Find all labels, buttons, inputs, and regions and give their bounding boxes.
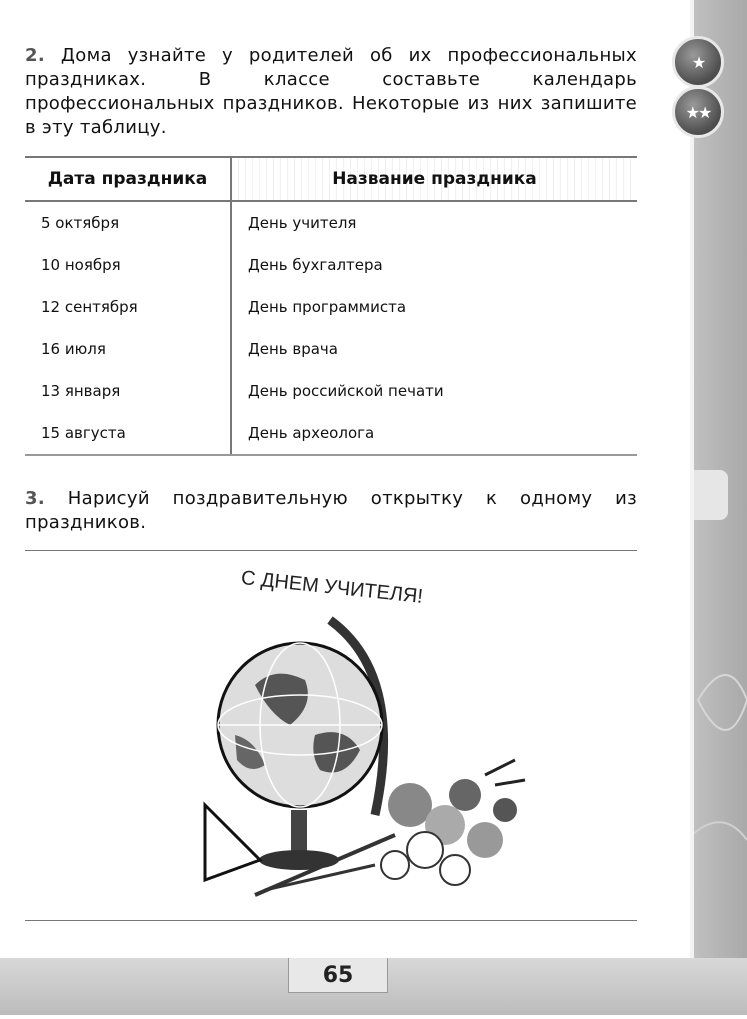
difficulty-badge-one-star [672,36,724,88]
holiday-name: День врача [248,340,338,358]
globe-icon [218,643,382,807]
page-number: 65 [288,958,388,993]
holiday-date: 16 июля [25,328,231,370]
holiday-date: 5 октября [25,201,231,244]
task-3 [25,487,637,535]
holiday-name: День российской печати [248,382,444,400]
holiday-name: День археолога [231,412,637,455]
star-icon: ★★ [685,102,711,122]
greeting-card-drawing [195,565,535,915]
holiday-date: 13 января [25,370,231,412]
holiday-name: День программиста [248,298,407,316]
table-row [25,201,637,244]
difficulty-badge-two-stars [672,86,724,138]
task-2-text: Дома узнайте у родителей об их профессиональных праздниках. В классе составьте календарь профессиональных праздников. Некоторые из них запишите в эту таблицу. [25,45,637,138]
globe-stand [291,810,307,855]
globe-base [259,850,339,870]
holiday-date: 12 сентября [25,286,231,328]
holiday-date: 15 августа [25,412,231,455]
holidays-table [25,156,637,456]
table-row [25,370,637,412]
table-row [25,412,637,455]
triangle-ruler-icon [205,805,260,880]
task-2 [25,44,637,140]
holiday-name: День бухгалтера [248,256,383,274]
holiday-name: День учителя [248,214,357,232]
card-caption: С ДНЕМ УЧИТЕЛЯ! [239,567,424,608]
star-icon: ★ [691,52,705,72]
drawing-area-bottom-line [25,920,637,921]
table-row [25,328,637,370]
header-date: Дата праздника [25,157,231,201]
task-3-text: Нарисуй поздравительную открытку к одному из праздников. [25,488,637,533]
holiday-date: 10 ноября [25,244,231,286]
drawing-area-top-line [25,550,637,551]
header-name: Название праздника [231,157,637,201]
task-3-number: 3. [25,488,45,509]
table-row [25,244,637,286]
table-row [25,286,637,328]
task-2-number: 2. [25,45,45,66]
